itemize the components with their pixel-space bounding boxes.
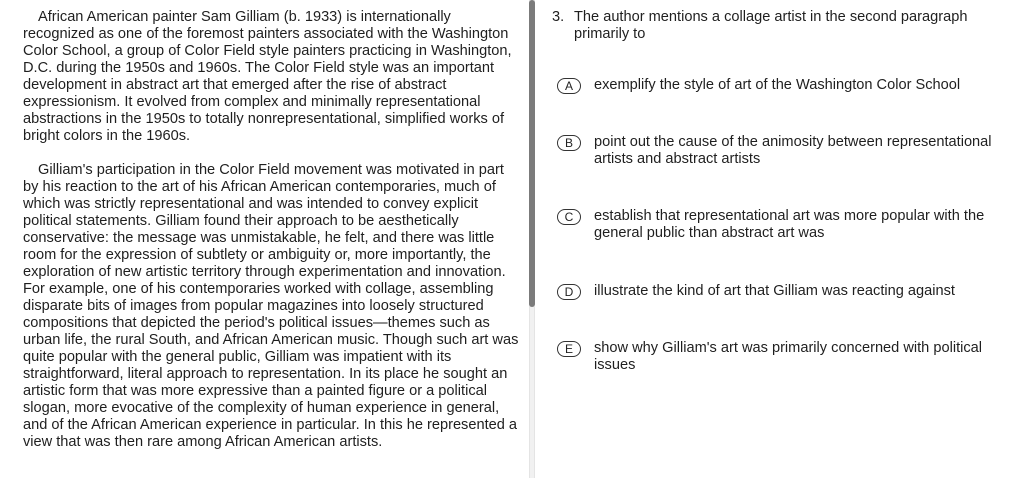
choice-text-c[interactable]: establish that representational art was more popular with the general public than abstract art was [594, 208, 985, 241]
choice-text-e[interactable]: show why Gilliam's art was primarily concerned with political issues [594, 340, 983, 373]
question-pane [537, 0, 1024, 478]
question-number: 3. [552, 9, 565, 25]
question-text: The author mentions a collage artist in the second paragraph primarily to [574, 9, 968, 42]
choice-text-a[interactable]: exemplify the style of art of the Washington Color School [594, 77, 961, 93]
reading-passage [23, 9, 523, 468]
question-stem [552, 9, 1012, 43]
choice-text-d[interactable]: illustrate the kind of art that Gilliam was reacting against [594, 283, 955, 299]
passage-paragraph-2: Gilliam's participation in the Color Field movement was motivated in part by his reaction to the art of his African American contemporaries, much of which was strictly representational and was intended to convey explicit political statements. Gilliam found their approach to be aesthetically conservative: the message was unmistakable, he felt, and there was little room for the expression of subtlety or ambiguity or, more importantly, the exploration of new artistic territory through experimentation and innovation. For example, one of his contemporaries worked with collage, assembling disparate bits of images from popular magazines into loosely structured compositions that depicted the period's political issues—themes such as urban life, the rural South, and African American music. Though such art was quite popular with the general public, Gilliam was impatient with its straightforward, literal approach to representation. In its place he sought an artistic form that was more expressive than a painted figure or a political slogan, more evocative of the complexity of human experience in general, and of the African American experience in particular. In this he represented a view that was then rare among African American artists. [23, 162, 519, 450]
answer-choice-a[interactable] [557, 77, 1017, 94]
passage-paragraph-1: African American painter Sam Gilliam (b. 1933) is internationally recognized as one of the foremost painters associated with the Washington Color School, a group of Color Field style painters practicing in Washington, D.C. during the 1950s and 1960s. The Color Field style was an important development in abstract art that emerged after the rise of abstract expressionism. It evolved from complex and minimally representational abstractions in the 1950s to totally nonrepresentational, simplified works of bright colors in the 1960s. [23, 9, 512, 144]
answer-choice-d[interactable] [557, 283, 1017, 300]
choice-letter-b[interactable]: B [557, 135, 581, 151]
choice-text-b[interactable]: point out the cause of the animosity between representational artists and abstract artists [594, 134, 992, 167]
choice-letter-c[interactable]: C [557, 209, 581, 225]
answer-choice-e[interactable] [557, 340, 1017, 374]
answer-choice-b[interactable] [557, 134, 1017, 168]
answer-choice-c[interactable] [557, 208, 1017, 242]
choice-letter-e[interactable]: E [557, 341, 581, 357]
choice-letter-d[interactable]: D [557, 284, 581, 300]
passage-scrollbar-thumb[interactable] [529, 0, 535, 307]
choice-letter-a[interactable]: A [557, 78, 581, 94]
